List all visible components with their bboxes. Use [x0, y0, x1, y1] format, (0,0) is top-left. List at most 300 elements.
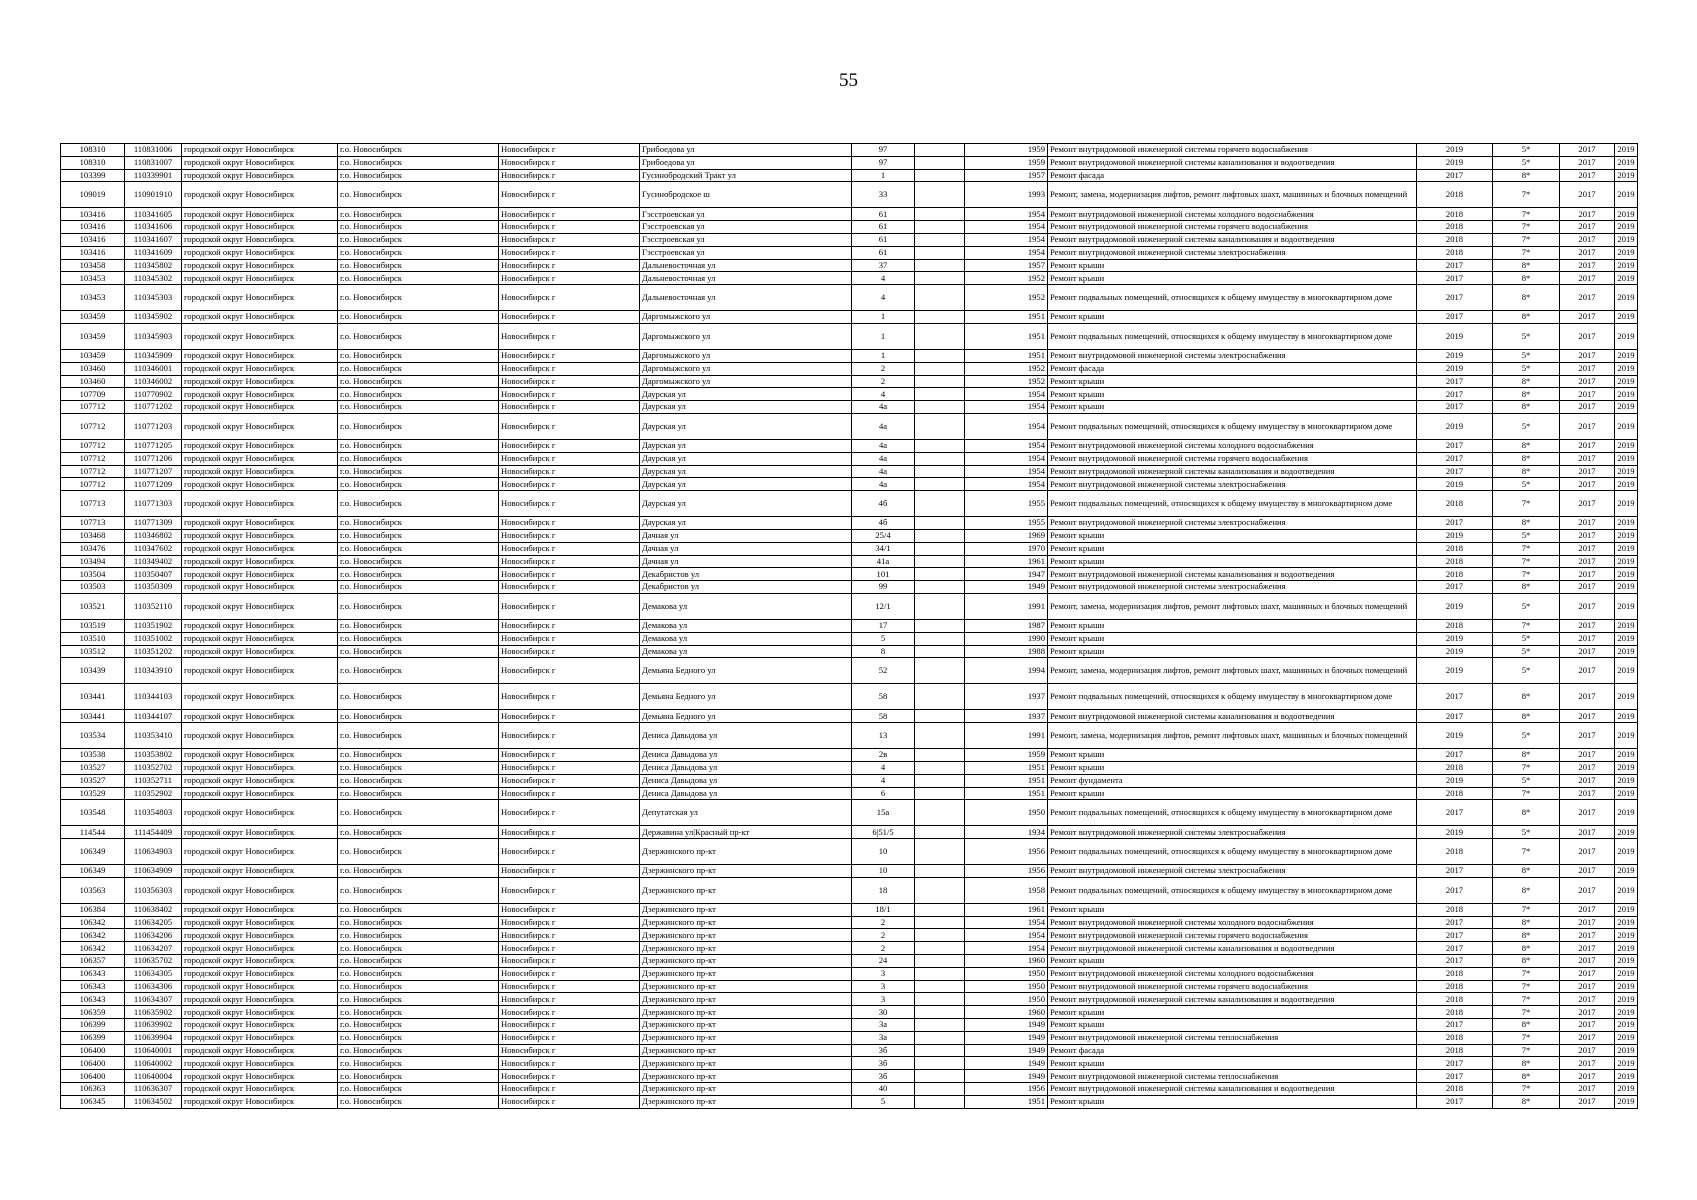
- cell-code: 110634502: [125, 1095, 182, 1108]
- cell-year-to: 2019: [1615, 439, 1638, 452]
- cell-id: 103416: [61, 246, 125, 259]
- cell-code: 110640001: [125, 1044, 182, 1057]
- cell-year-to: 2019: [1615, 993, 1638, 1006]
- cell-district: городской округ Новосибирск: [182, 955, 338, 968]
- cell-id: 107712: [61, 413, 125, 439]
- cell-blank: [915, 388, 965, 401]
- cell-blank: [915, 980, 965, 993]
- cell-year-from: 2017: [1560, 800, 1615, 826]
- cell-district: городской округ Новосибирск: [182, 1095, 338, 1108]
- cell-year-built: 1970: [965, 542, 1048, 555]
- cell-blank: [915, 877, 965, 903]
- cell-plan-year: 2017: [1417, 285, 1493, 311]
- cell-plan-year: 2017: [1417, 452, 1493, 465]
- cell-year-built: 1954: [965, 929, 1048, 942]
- cell-year-built: 1956: [965, 839, 1048, 865]
- cell-plan-year: 2018: [1417, 208, 1493, 221]
- cell-term: 5*: [1493, 593, 1560, 619]
- cell-street: Гэсстроевская ул: [640, 221, 852, 234]
- cell-id: 103468: [61, 529, 125, 542]
- cell-blank: [915, 710, 965, 723]
- cell-blank: [915, 723, 965, 749]
- cell-house: 3: [852, 980, 915, 993]
- cell-locality: Новосибирск г: [499, 401, 640, 414]
- cell-street: Дзержинского пр-кт: [640, 865, 852, 878]
- table-row: [61, 233, 1638, 246]
- cell-year-built: 1954: [965, 401, 1048, 414]
- cell-blank: [915, 323, 965, 349]
- cell-year-from: 2017: [1560, 1031, 1615, 1044]
- cell-year-from: 2017: [1560, 1019, 1615, 1032]
- cell-work-type: Ремонт крыши: [1048, 1057, 1417, 1070]
- cell-year-built: 1957: [965, 169, 1048, 182]
- cell-city-short: г.о. Новосибирск: [338, 221, 499, 234]
- cell-id: 108310: [61, 156, 125, 169]
- cell-term: 8*: [1493, 465, 1560, 478]
- cell-district: городской округ Новосибирск: [182, 826, 338, 839]
- cell-work-type: Ремонт крыши: [1048, 787, 1417, 800]
- cell-year-to: 2019: [1615, 1019, 1638, 1032]
- cell-house: 3а: [852, 1031, 915, 1044]
- cell-locality: Новосибирск г: [499, 362, 640, 375]
- cell-year-built: 1957: [965, 259, 1048, 272]
- table-row: [61, 942, 1638, 955]
- cell-plan-year: 2017: [1417, 942, 1493, 955]
- cell-locality: Новосибирск г: [499, 980, 640, 993]
- table-row: [61, 865, 1638, 878]
- cell-blank: [915, 568, 965, 581]
- cell-house: 61: [852, 208, 915, 221]
- cell-plan-year: 2017: [1417, 388, 1493, 401]
- cell-plan-year: 2019: [1417, 362, 1493, 375]
- cell-district: городской округ Новосибирск: [182, 529, 338, 542]
- cell-city-short: г.о. Новосибирск: [338, 542, 499, 555]
- cell-street: Дзержинского пр-кт: [640, 1031, 852, 1044]
- cell-locality: Новосибирск г: [499, 311, 640, 324]
- cell-year-built: 1990: [965, 632, 1048, 645]
- cell-year-to: 2019: [1615, 787, 1638, 800]
- cell-year-built: 1949: [965, 1044, 1048, 1057]
- cell-year-from: 2017: [1560, 1044, 1615, 1057]
- cell-street: Декабристов ул: [640, 568, 852, 581]
- cell-year-built: 1991: [965, 723, 1048, 749]
- cell-street: Державина ул|Красный пр-кт: [640, 826, 852, 839]
- cell-locality: Новосибирск г: [499, 749, 640, 762]
- cell-district: городской округ Новосибирск: [182, 1057, 338, 1070]
- table-row: [61, 1070, 1638, 1083]
- cell-blank: [915, 1031, 965, 1044]
- cell-year-to: 2019: [1615, 208, 1638, 221]
- cell-district: городской округ Новосибирск: [182, 787, 338, 800]
- cell-plan-year: 2018: [1417, 555, 1493, 568]
- cell-locality: Новосибирск г: [499, 465, 640, 478]
- cell-year-to: 2019: [1615, 349, 1638, 362]
- cell-term: 8*: [1493, 259, 1560, 272]
- cell-locality: Новосибирск г: [499, 723, 640, 749]
- cell-year-from: 2017: [1560, 877, 1615, 903]
- cell-blank: [915, 156, 965, 169]
- cell-id: 106400: [61, 1044, 125, 1057]
- cell-district: городской округ Новосибирск: [182, 568, 338, 581]
- cell-id: 103460: [61, 375, 125, 388]
- cell-street: Дзержинского пр-кт: [640, 980, 852, 993]
- cell-blank: [915, 903, 965, 916]
- cell-year-from: 2017: [1560, 491, 1615, 517]
- cell-locality: Новосибирск г: [499, 645, 640, 658]
- cell-id: 107712: [61, 478, 125, 491]
- cell-city-short: г.о. Новосибирск: [338, 723, 499, 749]
- table-row: [61, 221, 1638, 234]
- cell-blank: [915, 555, 965, 568]
- table-row: [61, 388, 1638, 401]
- cell-district: городской округ Новосибирск: [182, 800, 338, 826]
- cell-work-type: Ремонт фундамента: [1048, 774, 1417, 787]
- cell-street: Дзержинского пр-кт: [640, 1019, 852, 1032]
- cell-district: городской округ Новосибирск: [182, 967, 338, 980]
- cell-city-short: г.о. Новосибирск: [338, 942, 499, 955]
- cell-street: Дениса Давыдова ул: [640, 761, 852, 774]
- cell-year-from: 2017: [1560, 156, 1615, 169]
- cell-term: 5*: [1493, 413, 1560, 439]
- cell-code: 110344103: [125, 684, 182, 710]
- cell-code: 110350407: [125, 568, 182, 581]
- page-number: 55: [839, 70, 858, 91]
- cell-plan-year: 2019: [1417, 826, 1493, 839]
- cell-house: 4: [852, 774, 915, 787]
- cell-street: Даурская ул: [640, 401, 852, 414]
- cell-house: 18: [852, 877, 915, 903]
- cell-id: 103441: [61, 684, 125, 710]
- cell-year-built: 1934: [965, 826, 1048, 839]
- cell-id: 107712: [61, 439, 125, 452]
- cell-house: 4а: [852, 439, 915, 452]
- cell-year-to: 2019: [1615, 980, 1638, 993]
- cell-year-to: 2019: [1615, 452, 1638, 465]
- cell-year-from: 2017: [1560, 774, 1615, 787]
- cell-street: Дзержинского пр-кт: [640, 839, 852, 865]
- cell-street: Грибоедова ул: [640, 156, 852, 169]
- cell-street: Дзержинского пр-кт: [640, 1070, 852, 1083]
- cell-district: городской округ Новосибирск: [182, 865, 338, 878]
- cell-city-short: г.о. Новосибирск: [338, 478, 499, 491]
- cell-year-built: 1949: [965, 1031, 1048, 1044]
- cell-id: 103503: [61, 581, 125, 594]
- cell-id: 107713: [61, 491, 125, 517]
- cell-locality: Новосибирск г: [499, 568, 640, 581]
- cell-house: 4: [852, 761, 915, 774]
- cell-term: 8*: [1493, 1057, 1560, 1070]
- table-row: [61, 593, 1638, 619]
- cell-id: 103453: [61, 272, 125, 285]
- cell-year-built: 1951: [965, 774, 1048, 787]
- cell-plan-year: 2017: [1417, 1057, 1493, 1070]
- cell-city-short: г.о. Новосибирск: [338, 1006, 499, 1019]
- cell-district: городской округ Новосибирск: [182, 491, 338, 517]
- cell-id: 103441: [61, 710, 125, 723]
- cell-code: 110634305: [125, 967, 182, 980]
- cell-street: Дачная ул: [640, 555, 852, 568]
- cell-work-type: Ремонт крыши: [1048, 645, 1417, 658]
- cell-city-short: г.о. Новосибирск: [338, 593, 499, 619]
- cell-code: 110770902: [125, 388, 182, 401]
- table-row: [61, 723, 1638, 749]
- repair-register-table: [60, 143, 1638, 1109]
- table-row: [61, 774, 1638, 787]
- cell-street: Дачная ул: [640, 529, 852, 542]
- cell-year-built: 1954: [965, 208, 1048, 221]
- cell-house: 3: [852, 967, 915, 980]
- cell-code: 110351902: [125, 619, 182, 632]
- cell-plan-year: 2019: [1417, 632, 1493, 645]
- cell-term: 7*: [1493, 1006, 1560, 1019]
- cell-blank: [915, 362, 965, 375]
- cell-code: 110350309: [125, 581, 182, 594]
- cell-year-to: 2019: [1615, 221, 1638, 234]
- cell-work-type: Ремонт внутридомовой инженерной системы теплоснабжения: [1048, 1070, 1417, 1083]
- cell-city-short: г.о. Новосибирск: [338, 208, 499, 221]
- cell-term: 7*: [1493, 555, 1560, 568]
- table-row: [61, 375, 1638, 388]
- cell-id: 103504: [61, 568, 125, 581]
- cell-year-built: 1954: [965, 452, 1048, 465]
- cell-street: Дальневосточная ул: [640, 285, 852, 311]
- cell-district: городской округ Новосибирск: [182, 182, 338, 208]
- cell-city-short: г.о. Новосибирск: [338, 929, 499, 942]
- cell-work-type: Ремонт фасада: [1048, 169, 1417, 182]
- cell-work-type: Ремонт внутридомовой инженерной системы горячего водоснабжения: [1048, 452, 1417, 465]
- cell-id: 103510: [61, 632, 125, 645]
- cell-term: 5*: [1493, 144, 1560, 157]
- cell-blank: [915, 1070, 965, 1083]
- cell-district: городской округ Новосибирск: [182, 208, 338, 221]
- cell-street: Гэсстроевская ул: [640, 233, 852, 246]
- cell-street: Даурская ул: [640, 465, 852, 478]
- cell-id: 103459: [61, 311, 125, 324]
- cell-year-from: 2017: [1560, 555, 1615, 568]
- cell-work-type: Ремонт внутридомовой инженерной системы канализования и водоотведения: [1048, 465, 1417, 478]
- cell-work-type: Ремонт крыши: [1048, 388, 1417, 401]
- table-row: [61, 478, 1638, 491]
- table-row: [61, 1006, 1638, 1019]
- cell-year-built: 1952: [965, 375, 1048, 388]
- cell-plan-year: 2017: [1417, 749, 1493, 762]
- cell-year-from: 2017: [1560, 1083, 1615, 1096]
- cell-street: Дениса Давыдова ул: [640, 787, 852, 800]
- cell-code: 110771303: [125, 491, 182, 517]
- cell-work-type: Ремонт внутридомовой инженерной системы канализования и водоотведения: [1048, 993, 1417, 1006]
- cell-plan-year: 2018: [1417, 980, 1493, 993]
- cell-year-to: 2019: [1615, 375, 1638, 388]
- cell-city-short: г.о. Новосибирск: [338, 967, 499, 980]
- cell-code: 110771209: [125, 478, 182, 491]
- cell-plan-year: 2019: [1417, 478, 1493, 491]
- cell-work-type: Ремонт крыши: [1048, 903, 1417, 916]
- cell-plan-year: 2018: [1417, 182, 1493, 208]
- cell-plan-year: 2017: [1417, 169, 1493, 182]
- cell-year-to: 2019: [1615, 749, 1638, 762]
- cell-blank: [915, 208, 965, 221]
- cell-year-to: 2019: [1615, 581, 1638, 594]
- cell-id: 103563: [61, 877, 125, 903]
- cell-street: Дениса Давыдова ул: [640, 749, 852, 762]
- cell-code: 110345909: [125, 349, 182, 362]
- cell-city-short: г.о. Новосибирск: [338, 1057, 499, 1070]
- cell-street: Демьяна Бедного ул: [640, 684, 852, 710]
- cell-blank: [915, 375, 965, 388]
- cell-district: городской округ Новосибирск: [182, 465, 338, 478]
- cell-code: 110638402: [125, 903, 182, 916]
- cell-locality: Новосибирск г: [499, 413, 640, 439]
- cell-work-type: Ремонт, замена, модернизация лифтов, ремонт лифтовых шахт, машинных и блочных помещений: [1048, 182, 1417, 208]
- cell-locality: Новосибирск г: [499, 208, 640, 221]
- cell-code: 111454409: [125, 826, 182, 839]
- cell-locality: Новосибирск г: [499, 942, 640, 955]
- cell-code: 110344107: [125, 710, 182, 723]
- cell-year-built: 1951: [965, 323, 1048, 349]
- cell-work-type: Ремонт подвальных помещений, относящихся к общему имуществу в многоквартирном доме: [1048, 839, 1417, 865]
- cell-code: 110635902: [125, 1006, 182, 1019]
- cell-blank: [915, 929, 965, 942]
- cell-work-type: Ремонт внутридомовой инженерной системы канализования и водоотведения: [1048, 233, 1417, 246]
- cell-plan-year: 2017: [1417, 581, 1493, 594]
- cell-work-type: Ремонт внутридомовой инженерной системы холодного водоснабжения: [1048, 916, 1417, 929]
- cell-code: 110345802: [125, 259, 182, 272]
- cell-code: 110353802: [125, 749, 182, 762]
- cell-locality: Новосибирск г: [499, 710, 640, 723]
- cell-year-from: 2017: [1560, 401, 1615, 414]
- cell-blank: [915, 259, 965, 272]
- cell-plan-year: 2019: [1417, 658, 1493, 684]
- cell-year-built: 1955: [965, 491, 1048, 517]
- cell-street: Даргомыжского ул: [640, 362, 852, 375]
- cell-house: 4: [852, 285, 915, 311]
- cell-house: 3б: [852, 1044, 915, 1057]
- cell-locality: Новосибирск г: [499, 774, 640, 787]
- cell-street: Депутатская ул: [640, 800, 852, 826]
- cell-code: 110634205: [125, 916, 182, 929]
- table-row: [61, 439, 1638, 452]
- cell-year-to: 2019: [1615, 491, 1638, 517]
- cell-year-to: 2019: [1615, 593, 1638, 619]
- cell-city-short: г.о. Новосибирск: [338, 980, 499, 993]
- cell-year-built: 1951: [965, 311, 1048, 324]
- cell-year-built: 1954: [965, 478, 1048, 491]
- cell-work-type: Ремонт внутридомовой инженерной системы горячего водоснабжения: [1048, 980, 1417, 993]
- cell-plan-year: 2017: [1417, 1095, 1493, 1108]
- cell-plan-year: 2018: [1417, 967, 1493, 980]
- cell-year-built: 1954: [965, 246, 1048, 259]
- cell-city-short: г.о. Новосибирск: [338, 156, 499, 169]
- cell-term: 7*: [1493, 761, 1560, 774]
- cell-year-from: 2017: [1560, 182, 1615, 208]
- cell-district: городской округ Новосибирск: [182, 375, 338, 388]
- cell-plan-year: 2017: [1417, 259, 1493, 272]
- cell-locality: Новосибирск г: [499, 658, 640, 684]
- cell-locality: Новосибирск г: [499, 1031, 640, 1044]
- cell-blank: [915, 865, 965, 878]
- cell-term: 8*: [1493, 684, 1560, 710]
- cell-district: городской округ Новосибирск: [182, 1083, 338, 1096]
- cell-city-short: г.о. Новосибирск: [338, 375, 499, 388]
- cell-plan-year: 2017: [1417, 311, 1493, 324]
- table-row: [61, 555, 1638, 568]
- cell-blank: [915, 311, 965, 324]
- cell-year-to: 2019: [1615, 916, 1638, 929]
- cell-district: городской округ Новосибирск: [182, 233, 338, 246]
- cell-year-to: 2019: [1615, 1070, 1638, 1083]
- cell-work-type: Ремонт внутридомовой инженерной системы канализования и водоотведения: [1048, 710, 1417, 723]
- cell-city-short: г.о. Новосибирск: [338, 182, 499, 208]
- cell-year-from: 2017: [1560, 980, 1615, 993]
- cell-plan-year: 2018: [1417, 221, 1493, 234]
- table-row: [61, 1031, 1638, 1044]
- cell-year-built: 1954: [965, 439, 1048, 452]
- cell-term: 7*: [1493, 246, 1560, 259]
- cell-work-type: Ремонт внутридомовой инженерной системы холодного водоснабжения: [1048, 208, 1417, 221]
- cell-id: 106349: [61, 865, 125, 878]
- cell-plan-year: 2018: [1417, 1031, 1493, 1044]
- cell-locality: Новосибирск г: [499, 1006, 640, 1019]
- cell-district: городской округ Новосибирск: [182, 993, 338, 1006]
- cell-street: Даргомыжского ул: [640, 311, 852, 324]
- table-row: [61, 929, 1638, 942]
- cell-locality: Новосибирск г: [499, 1083, 640, 1096]
- cell-term: 7*: [1493, 182, 1560, 208]
- cell-year-to: 2019: [1615, 156, 1638, 169]
- cell-locality: Новосибирск г: [499, 491, 640, 517]
- cell-plan-year: 2018: [1417, 568, 1493, 581]
- cell-code: 110349402: [125, 555, 182, 568]
- cell-house: 6: [852, 787, 915, 800]
- cell-plan-year: 2019: [1417, 529, 1493, 542]
- cell-locality: Новосибирск г: [499, 684, 640, 710]
- cell-id: 103527: [61, 761, 125, 774]
- cell-city-short: г.о. Новосибирск: [338, 233, 499, 246]
- cell-street: Демьяна Бедного ул: [640, 710, 852, 723]
- cell-year-from: 2017: [1560, 529, 1615, 542]
- cell-blank: [915, 478, 965, 491]
- cell-year-from: 2017: [1560, 221, 1615, 234]
- cell-district: городской округ Новосибирск: [182, 632, 338, 645]
- cell-id: 107712: [61, 401, 125, 414]
- cell-id: 103459: [61, 323, 125, 349]
- cell-blank: [915, 942, 965, 955]
- cell-year-from: 2017: [1560, 272, 1615, 285]
- table-row: [61, 826, 1638, 839]
- cell-locality: Новосибирск г: [499, 529, 640, 542]
- cell-street: Гусинобродское ш: [640, 182, 852, 208]
- cell-house: 4а: [852, 478, 915, 491]
- cell-street: Даурская ул: [640, 517, 852, 530]
- cell-term: 8*: [1493, 285, 1560, 311]
- cell-term: 5*: [1493, 723, 1560, 749]
- cell-district: городской округ Новосибирск: [182, 478, 338, 491]
- cell-city-short: г.о. Новосибирск: [338, 465, 499, 478]
- cell-code: 110346802: [125, 529, 182, 542]
- cell-city-short: г.о. Новосибирск: [338, 877, 499, 903]
- table-row: [61, 169, 1638, 182]
- table-row: [61, 684, 1638, 710]
- cell-blank: [915, 1083, 965, 1096]
- cell-city-short: г.о. Новосибирск: [338, 555, 499, 568]
- cell-code: 110352711: [125, 774, 182, 787]
- table-row: [61, 465, 1638, 478]
- cell-id: 103538: [61, 749, 125, 762]
- cell-house: 4: [852, 388, 915, 401]
- cell-work-type: Ремонт внутридомовой инженерной системы электроснабжения: [1048, 349, 1417, 362]
- cell-id: 114544: [61, 826, 125, 839]
- cell-code: 110341609: [125, 246, 182, 259]
